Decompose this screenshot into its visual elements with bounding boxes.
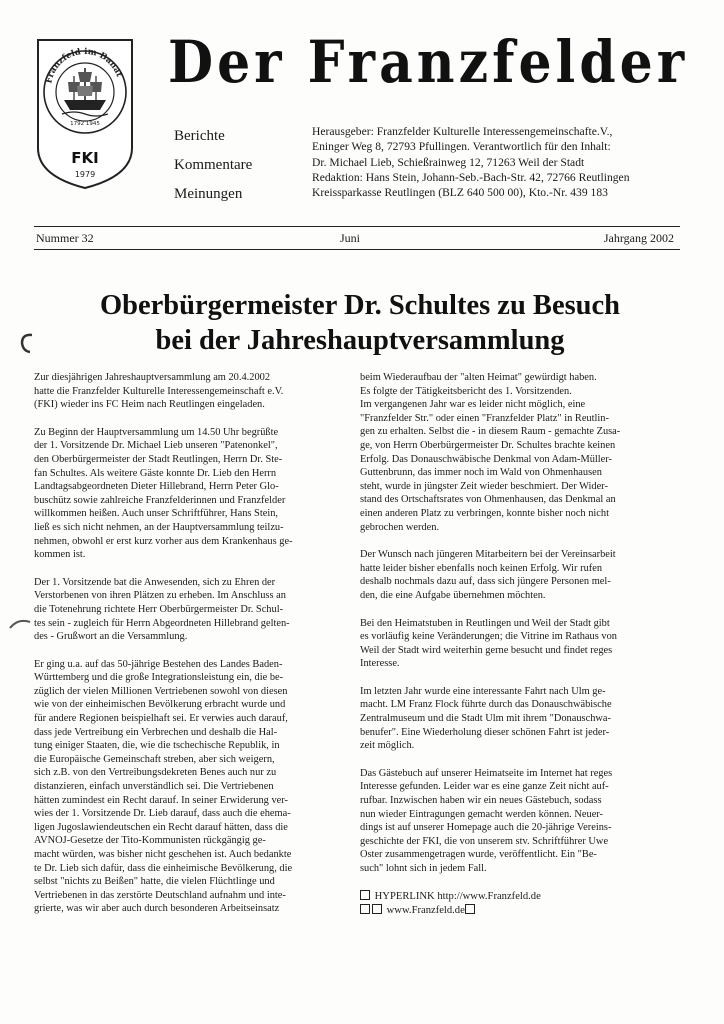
text-line: des - Grußwort an die Versammlung.: [34, 631, 188, 643]
text-line: Das Gästebuch auf unserer Heimatseite im Internet hat reges: [360, 767, 613, 779]
issue-month: Juni: [340, 231, 361, 245]
left-paragraph: [34, 576, 366, 644]
text-line: rufbar. Inzwischen haben wir ein neues Gästebuch, sodass: [360, 795, 602, 807]
text-line: Bei den Heimatstuben in Reutlingen und Weil der Stadt gibt: [360, 617, 610, 629]
text-line: Zu Beginn der Hauptversammlung um 14.50 Uhr begrüßte: [34, 426, 279, 438]
text-line: Weil der Stadt wird weiterhin gerne besucht und findet reges: [360, 644, 613, 656]
section-berichte: Berichte: [174, 128, 225, 144]
text-line: steht, wurde in jüngster Zeit wieder beschmiert. Der Wider-: [360, 480, 608, 492]
checkbox-glyph-icon: [360, 904, 370, 914]
text-line: einen anderen Platz zu verbringen, konnte bisher noch nicht: [360, 507, 609, 519]
text-line: Interesse gefunden. Leider war es eine ganze Zeit nicht auf-: [360, 781, 609, 793]
left-paragraph: [34, 658, 366, 916]
text-line: Guttenbrunn, das immer noch im Wald von Ohmenhausen: [360, 467, 602, 479]
text-line: dings ist auf unserer Homepage auch die 20-jährige Vereins-: [360, 822, 612, 834]
right-paragraph: [360, 685, 686, 753]
hyperlink-row[interactable]: [360, 890, 686, 904]
text-line: dass jede Vertreibung ein Verbrechen und deshalb die Hal-: [34, 726, 278, 738]
publisher-info: [312, 124, 707, 200]
text-line: tung einiger Staaten, die, wie die tschechische Republik, in: [34, 740, 280, 752]
text-line: den Oberbürgermeister der Stadt Reutlingen, Herrn Dr. Ste-: [34, 453, 283, 465]
text-line: nun wieder Eintragungen gemacht werden können. Neuer-: [360, 808, 604, 820]
punch-hole-mark: [18, 332, 38, 354]
text-line: nehmen, obwohl er erst kurz vorher aus dem Krankenhaus ge-: [34, 535, 293, 547]
text-line: Landtagsabgeordneten Dieter Hillebrand, Herrn Peter Glo-: [34, 481, 279, 493]
logo-founded: 1979: [74, 170, 96, 179]
section-kommentare: Kommentare: [174, 157, 253, 173]
text-line: sich z.B. von den Vertreibungsdekreten Benes auch nur zu: [34, 767, 277, 779]
text-line: selbst "nichts zu Beißen" hatte, die vielen Flüchtlinge und: [34, 876, 275, 888]
text-line: grierte, was wir aber auch durch besonderen Arbeitseinsatz: [34, 903, 280, 915]
text-line: für andere Regionen beispielhaft sei. Er verwies auch darauf,: [34, 713, 288, 725]
right-paragraph: [360, 617, 686, 671]
text-line: zeit möglich.: [360, 740, 415, 752]
text-line: ligen Jugoslawiendeutschen ein Recht darauf hätten, dass die: [34, 821, 288, 833]
right-paragraph: [360, 767, 686, 876]
checkbox-glyph-icon: [372, 904, 382, 914]
text-line: tes sein - zugleich für Herrn Abgeordneten Hillebrand gelten-: [34, 617, 290, 629]
article-headline: [40, 288, 680, 358]
text-line: gen zu erhalten. Selbst die - in diesem Raum - gemachte Zusa-: [360, 426, 621, 438]
text-line: Im letzten Jahr wurde eine interessante Fahrt nach Ulm ge-: [360, 685, 606, 697]
checkbox-glyph-icon: [360, 890, 370, 900]
masthead-title: Der Franzfelder: [168, 28, 689, 97]
article-column-left: [34, 371, 366, 930]
text-line: Im vergangenen Jahr war es leider nicht möglich, eine: [360, 399, 586, 411]
text-line: benufer". Eine Wiederholung dieser schönen Fahrt ist jeder-: [360, 726, 610, 738]
text-line: macht. LM Franz Flock führte durch das Donauschwäbische: [360, 699, 612, 711]
text-line: stand des Ortschaftsrates von Ohmenhausen, das Denkmal an: [360, 494, 616, 506]
section-meinungen: Meinungen: [174, 186, 243, 202]
publisher-line: Herausgeber: Franzfelder Kulturelle Interessengemeinschafte.V.,: [312, 125, 613, 138]
text-line: Es folgte der Tätigkeitsbericht des 1. Vorsitzenden.: [360, 385, 572, 397]
text-line: Vertriebenen in das zerstörte Deutschland aufnahm und inte-: [34, 889, 286, 901]
text-line: die Totenehrung richtete Herr Oberbürgermeister Dr. Schul-: [34, 603, 284, 615]
top-divider: [34, 226, 680, 227]
text-line: Der 1. Vorsitzende bat die Anwesenden, sich zu Ehren der: [34, 576, 276, 588]
text-line: (FKI) wieder ins FC Heim nach Reutlingen eingeladen.: [34, 399, 265, 411]
text-line: Oster zusammengetragen wurde, veröffentlicht. Ein "Be-: [360, 849, 597, 861]
text-line: distanzieren, einfach unverständlich sei. Die Vertriebenen: [34, 781, 274, 793]
text-line: buschütz sowie zahlreiche Franzfelderinnen und Franzfelder: [34, 494, 286, 506]
text-line: Zur diesjährigen Jahreshauptversammlung am 20.4.2002: [34, 372, 271, 383]
punch-hole-mark: [8, 616, 32, 632]
text-line: wie von der einheimischen Bevölkerung erbracht wurde und: [34, 699, 286, 711]
issue-bar: [34, 229, 680, 247]
bottom-divider: [34, 249, 680, 250]
text-line: Er ging u.a. auf das 50-jährige Bestehen des Landes Baden-: [34, 658, 283, 670]
website-link[interactable]: www.Franzfeld.de: [386, 904, 465, 916]
text-line: Der Wunsch nach jüngeren Mitarbeitern bei der Vereinsarbeit: [360, 549, 616, 561]
logo-years: 1792 1945: [70, 121, 100, 127]
text-line: hätten zumindest ein Recht darauf. In seiner Erwiderung ver-: [34, 794, 288, 806]
text-line: der 1. Vorsitzende Dr. Michael Lieb unseren "Patenonkel",: [34, 440, 278, 452]
text-line: Württemberg und die große Integrationsleistung ein, die be-: [34, 672, 284, 684]
text-line: fan Schultes. Als weitere Gäste konnte Dr. Lieb den Herrn: [34, 467, 277, 479]
website-row[interactable]: [360, 904, 686, 918]
headline-line: bei der Jahreshauptversammlung: [155, 325, 565, 356]
publisher-line: Kreissparkasse Reutlingen (BLZ 640 500 00), Kto.-Nr. 439 183: [312, 186, 608, 200]
text-line: beim Wiederaufbau der "alten Heimat" gewürdigt haben.: [360, 372, 597, 383]
logo-org: FKI: [71, 149, 99, 167]
text-line: Zentralmuseum und die Stadt Ulm mit ihrem "Donauschwa-: [360, 713, 611, 725]
fki-logo: [34, 36, 136, 190]
text-line: kommen ist.: [34, 549, 86, 561]
left-paragraph: [34, 426, 366, 562]
publisher-line: Redaktion: Hans Stein, Johann-Seb.-Bach-Str. 42, 72766 Reutlingen: [312, 170, 630, 184]
issue-volume: Jahrgang 2002: [603, 231, 674, 245]
right-paragraph: [360, 371, 686, 534]
text-line: macht würden, was bisher nicht geschehen ist. Auch bedankte: [34, 849, 292, 860]
left-paragraph: [34, 371, 366, 412]
text-line: züglich der vielen Millionen Vertriebenen sowohl von diesen: [34, 685, 288, 697]
publisher-line: Eninger Weg 8, 72793 Pfullingen. Verantwortlich für den Inhalt:: [312, 140, 611, 154]
issue-number: Nummer 32: [36, 231, 94, 245]
text-line: te Dr. Lieb sich dafür, dass die einheimische Bevölkerung, die: [34, 862, 293, 874]
text-line: gebrochen werden.: [360, 521, 440, 533]
text-line: die Europäische Gemeinschaft streben, aber sich weigern,: [34, 753, 275, 765]
text-line: willkommen heißen. Auch unser Schriftführer, Hans Stein,: [34, 508, 279, 520]
text-line: ge, von Herrn Oberbürgermeister Dr. Schultes brachte keinen: [360, 439, 616, 451]
text-line: Verstorbenen von ihren Plätzen zu erheben. Im Anschluss an: [34, 590, 286, 602]
section-list: [174, 122, 294, 209]
text-line: ließ es sich nicht nehmen, an der Hauptversammlung teilzu-: [34, 521, 284, 533]
headline-line: Oberbürgermeister Dr. Schultes zu Besuch: [99, 290, 621, 321]
text-line: hatte die Franzfelder Kulturelle Interessengemeinschaft e.V.: [34, 385, 284, 397]
text-line: Interesse.: [360, 658, 400, 670]
article-column-right: [360, 371, 686, 918]
text-line: den, die eine Aufgabe übernehmen möchten.: [360, 589, 546, 601]
text-line: hatte leider bisher ebenfalls noch keinen Erfolg. Wir rufen: [360, 562, 603, 574]
text-line: geschichte der FKI, die von unserem stv. Schriftführer Uwe: [360, 835, 609, 847]
text-line: Erfolg. Das Donauschwäbische Denkmal von Adam-Müller-: [360, 453, 612, 465]
right-paragraph: [360, 548, 686, 602]
text-line: such" lohnt sich in jedem Fall.: [360, 863, 487, 874]
text-line: deshalb nochmals dazu auf, dass sich jüngere Personen mel-: [360, 576, 611, 588]
text-line: wies der 1. Vorsitzende Dr. Lieb darauf, dass auch die ehema-: [34, 808, 291, 820]
logo-ring-text: Franzfeld im Banat: [44, 46, 124, 85]
text-line: "Franzfelder Str." oder einen "Franzfelder Platz" in Reutlin-: [360, 412, 609, 424]
text-line: es vorläufig keine Veränderungen; die Vitrine im Rathaus von: [360, 631, 617, 643]
publisher-line: Dr. Michael Lieb, Schießrainweg 12, 71263 Weil der Stadt: [312, 155, 585, 169]
hyperlink-text[interactable]: HYPERLINK http://www.Franzfeld.de: [374, 890, 541, 902]
text-line: AVNOJ-Gesetze der Tito-Kommunisten rückgängig ge-: [34, 835, 266, 847]
checkbox-glyph-icon: [465, 904, 475, 914]
